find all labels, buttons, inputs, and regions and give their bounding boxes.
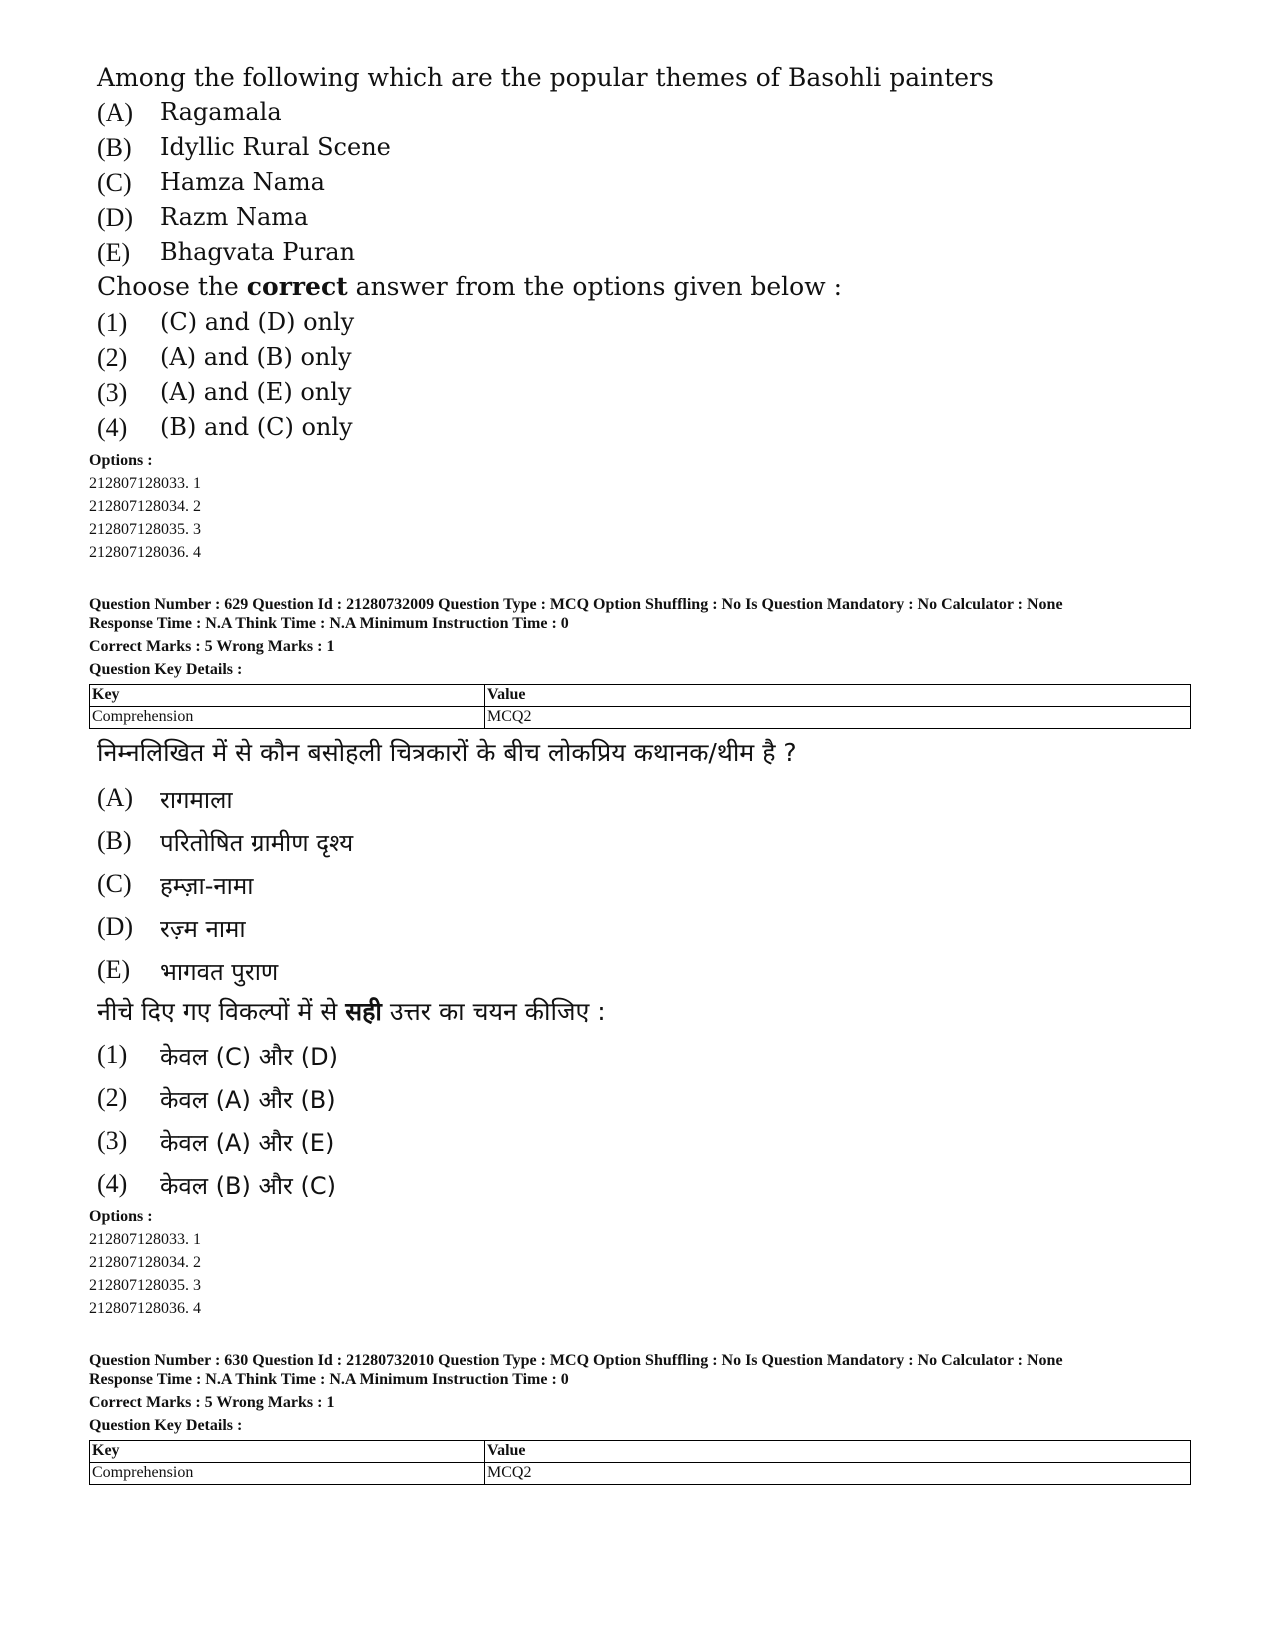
table-header-key: Key bbox=[90, 685, 485, 707]
key-details-table bbox=[89, 1440, 1191, 1485]
item-label: (C) bbox=[97, 869, 132, 898]
answer-text: केवल (B) और (C) bbox=[160, 1172, 336, 1200]
item-text: परितोषित ग्रामीण दृश्य bbox=[160, 829, 354, 857]
answer-text: केवल (A) और (B) bbox=[160, 1086, 336, 1114]
answer-label: (3) bbox=[97, 378, 128, 407]
answer-text: (B) and (C) only bbox=[160, 413, 353, 441]
marks-line: Correct Marks : 5 Wrong Marks : 1 bbox=[89, 638, 335, 655]
answer-text: केवल (C) और (D) bbox=[160, 1043, 338, 1071]
option-id: 212807128035. 3 bbox=[89, 521, 201, 538]
item-text: Ragamala bbox=[160, 98, 282, 126]
question-meta-line: Response Time : N.A Think Time : N.A Minimum Instruction Time : 0 bbox=[89, 1371, 569, 1388]
option-id: 212807128036. 4 bbox=[89, 1300, 201, 1317]
item-text: Bhagvata Puran bbox=[160, 238, 356, 266]
item-label: (D) bbox=[97, 203, 134, 232]
choose-prefix: Choose the bbox=[97, 272, 247, 301]
answer-text: (A) and (E) only bbox=[160, 378, 352, 406]
option-id: 212807128036. 4 bbox=[89, 544, 201, 561]
key-details-table bbox=[89, 684, 1191, 729]
options-title: Options : bbox=[89, 1208, 153, 1225]
answer-label: (2) bbox=[97, 1083, 128, 1112]
table-header-value: Value bbox=[485, 1441, 1191, 1463]
answer-label: (2) bbox=[97, 343, 128, 372]
key-details-title: Question Key Details : bbox=[89, 661, 243, 678]
item-label: (A) bbox=[97, 783, 134, 812]
item-text: रज़्म नामा bbox=[160, 915, 246, 943]
question-text-en: Among the following which are the popular themes of Basohli painters bbox=[97, 63, 994, 92]
item-label: (A) bbox=[97, 98, 134, 127]
item-label: (E) bbox=[97, 955, 131, 984]
item-text: हम्ज़ा-नामा bbox=[160, 872, 254, 900]
choose-bold: सही bbox=[345, 997, 382, 1026]
table-header-key: Key bbox=[90, 1441, 485, 1463]
key-details-title: Question Key Details : bbox=[89, 1417, 243, 1434]
answer-label: (1) bbox=[97, 1040, 128, 1069]
table-cell: MCQ2 bbox=[485, 707, 1191, 729]
choose-bold: correct bbox=[246, 272, 348, 301]
table-row bbox=[90, 1463, 1191, 1485]
question-meta-line: Question Number : 629 Question Id : 21280732009 Question Type : MCQ Option Shuffling : No Is Question Mandatory : No Calculator : None bbox=[89, 596, 1063, 613]
item-text: Hamza Nama bbox=[160, 168, 325, 196]
answer-label: (4) bbox=[97, 1169, 128, 1198]
item-label: (D) bbox=[97, 912, 134, 941]
answer-label: (1) bbox=[97, 308, 128, 337]
question-text-hi: निम्नलिखित में से कौन बसोहली चित्रकारों के बीच लोकप्रिय कथानक/थीम है ? bbox=[97, 738, 797, 767]
choose-prefix: नीचे दिए गए विकल्पों में से bbox=[97, 997, 346, 1026]
answer-text: (A) and (B) only bbox=[160, 343, 352, 371]
answer-label: (4) bbox=[97, 413, 128, 442]
item-label: (C) bbox=[97, 168, 132, 197]
answer-text: केवल (A) और (E) bbox=[160, 1129, 335, 1157]
table-header-row bbox=[90, 1441, 1191, 1463]
table-row bbox=[90, 707, 1191, 729]
option-id: 212807128033. 1 bbox=[89, 1231, 201, 1248]
option-id: 212807128034. 2 bbox=[89, 498, 201, 515]
answer-text: (C) and (D) only bbox=[160, 308, 355, 336]
option-id: 212807128035. 3 bbox=[89, 1277, 201, 1294]
question-meta-line: Response Time : N.A Think Time : N.A Minimum Instruction Time : 0 bbox=[89, 615, 569, 632]
choose-instruction-en bbox=[97, 272, 842, 302]
answer-label: (3) bbox=[97, 1126, 128, 1155]
table-header-row bbox=[90, 685, 1191, 707]
item-text: रागमाला bbox=[160, 786, 233, 814]
choose-instruction-hi bbox=[97, 997, 606, 1027]
table-cell: MCQ2 bbox=[485, 1463, 1191, 1485]
item-text: Idyllic Rural Scene bbox=[160, 133, 391, 161]
item-text: भागवत पुराण bbox=[160, 958, 279, 986]
options-title: Options : bbox=[89, 452, 153, 469]
question-meta-line: Question Number : 630 Question Id : 21280732010 Question Type : MCQ Option Shuffling : No Is Question Mandatory : No Calculator : None bbox=[89, 1352, 1063, 1369]
table-cell: Comprehension bbox=[90, 1463, 485, 1485]
table-header-value: Value bbox=[485, 685, 1191, 707]
item-text: Razm Nama bbox=[160, 203, 309, 231]
item-label: (B) bbox=[97, 826, 132, 855]
item-label: (B) bbox=[97, 133, 132, 162]
marks-line: Correct Marks : 5 Wrong Marks : 1 bbox=[89, 1394, 335, 1411]
choose-suffix: उत्तर का चयन कीजिए : bbox=[381, 997, 606, 1026]
option-id: 212807128034. 2 bbox=[89, 1254, 201, 1271]
table-cell: Comprehension bbox=[90, 707, 485, 729]
choose-suffix: answer from the options given below : bbox=[347, 272, 842, 301]
item-label: (E) bbox=[97, 238, 131, 267]
option-id: 212807128033. 1 bbox=[89, 475, 201, 492]
